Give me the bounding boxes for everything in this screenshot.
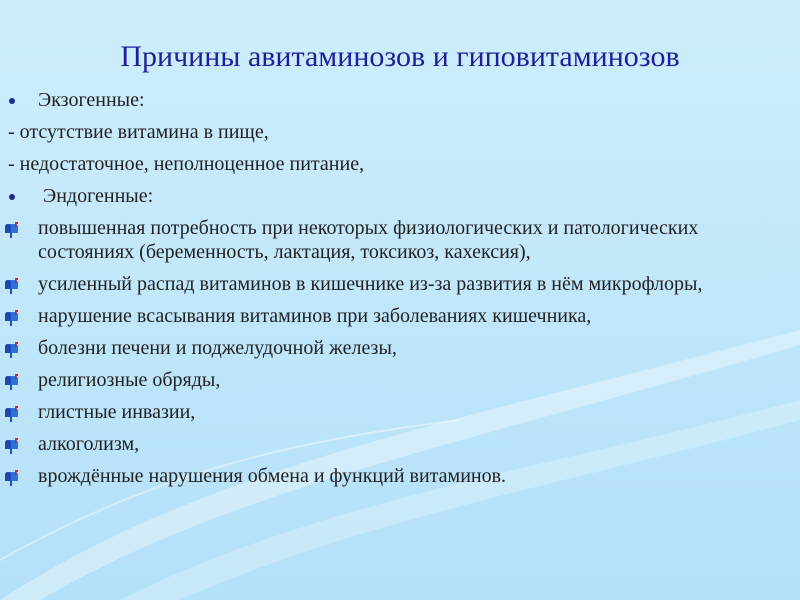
exogenous-heading-row — [0, 88, 790, 112]
endogenous-item — [0, 336, 790, 360]
endogenous-item — [0, 432, 790, 456]
endogenous-item-text: врождённые нарушения обмена и функций витаминов. — [38, 465, 507, 487]
endogenous-item — [0, 304, 790, 328]
endogenous-heading-row — [0, 184, 790, 208]
endogenous-item-text: религиозные обряды, — [38, 369, 221, 391]
endogenous-item-text: болезни печени и поджелудочной железы, — [38, 337, 397, 359]
endogenous-item-text: усиленный распад витаминов в кишечнике из-за развития в нём микрофлоры, — [38, 273, 703, 295]
round-dot-bullet-icon — [9, 194, 15, 200]
endogenous-item — [0, 464, 790, 488]
endogenous-heading: Эндогенные: — [38, 185, 154, 207]
exogenous-item: - недостаточное, неполноценное питание, — [8, 153, 365, 175]
mailbox-icon — [3, 406, 19, 422]
slide-content — [0, 88, 790, 496]
mailbox-icon — [3, 278, 19, 294]
endogenous-item — [0, 368, 790, 392]
slide-title: Причины авитаминозов и гиповитаминозов — [120, 40, 680, 73]
mailbox-icon — [3, 342, 19, 358]
endogenous-item-text: повышенная потребность при некоторых физиологических и патологических состояниях (беременность, лактация, токсикоз, кахексия), — [38, 217, 699, 263]
mailbox-icon — [3, 374, 19, 390]
mailbox-icon — [3, 310, 19, 326]
endogenous-item-text: нарушение всасывания витаминов при заболеваниях кишечника, — [38, 305, 592, 327]
endogenous-item — [0, 272, 790, 296]
round-dot-bullet-icon — [9, 98, 15, 104]
endogenous-item-text: глистные инвазии, — [38, 401, 196, 423]
endogenous-item — [0, 216, 790, 264]
exogenous-heading: Экзогенные: — [38, 89, 145, 111]
mailbox-icon — [3, 470, 19, 486]
endogenous-item — [0, 400, 790, 424]
mailbox-icon — [3, 222, 19, 238]
mailbox-icon — [3, 438, 19, 454]
exogenous-item: - отсутствие витамина в пище, — [8, 121, 269, 143]
endogenous-item-text: алкоголизм, — [38, 433, 140, 455]
